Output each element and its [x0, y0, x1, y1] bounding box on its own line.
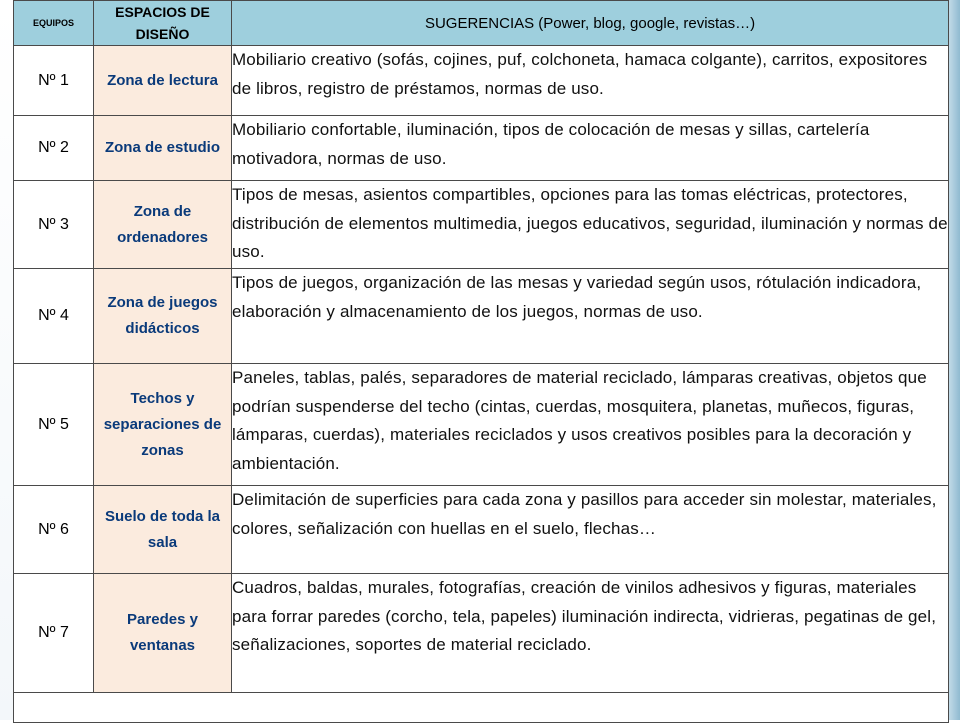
- design-space: Paredes y ventanas: [94, 574, 232, 693]
- empty-table-row: [14, 693, 949, 723]
- suggestions-text: Cuadros, baldas, murales, fotografías, creación de vinilos adhesivos y figuras, materiales para forrar paredes (corcho, tela, papeles) iluminación indirecta, vidrieras, pegatinas de gel, señalizaciones, soportes de material reciclado.: [232, 574, 949, 693]
- table-header-row: [14, 1, 949, 46]
- suggestions-text: Tipos de mesas, asientos compartibles, opciones para las tomas eléctricas, protectores, distribución de elementos multimedia, juegos educativos, seguridad, iluminación y normas de uso.: [232, 181, 949, 269]
- table-row: [14, 181, 949, 269]
- empty-cell: [14, 693, 949, 723]
- design-space: Zona de juegos didácticos: [94, 269, 232, 364]
- design-space: Suelo de toda la sala: [94, 486, 232, 574]
- suggestions-text: Delimitación de superficies para cada zona y pasillos para acceder sin molestar, materiales, colores, señalización con huellas en el suelo, flechas…: [232, 486, 949, 574]
- suggestions-text: Tipos de juegos, organización de las mesas y variedad según usos, rótulación indicadora, elaboración y almacenamiento de los juegos, normas de uso.: [232, 269, 949, 364]
- team-number: Nº 1: [14, 46, 94, 116]
- table-row: [14, 364, 949, 486]
- team-number: Nº 7: [14, 574, 94, 693]
- table-row: [14, 574, 949, 693]
- design-space: Techos y separaciones de zonas: [94, 364, 232, 486]
- design-space: Zona de ordenadores: [94, 181, 232, 269]
- suggestions-text: Mobiliario confortable, iluminación, tipos de colocación de mesas y sillas, cartelería motivadora, normas de uso.: [232, 116, 949, 181]
- header-sugerencias: SUGERENCIAS (Power, blog, google, revistas…): [232, 1, 949, 46]
- team-number: Nº 3: [14, 181, 94, 269]
- team-number: Nº 5: [14, 364, 94, 486]
- suggestions-text: Mobiliario creativo (sofás, cojines, puf, colchoneta, hamaca colgante), carritos, expositores de libros, registro de préstamos, normas de uso.: [232, 46, 949, 116]
- header-espacios: ESPACIOS DE DISEÑO: [94, 1, 232, 46]
- team-number: Nº 2: [14, 116, 94, 181]
- table-row: [14, 269, 949, 364]
- team-number: Nº 4: [14, 269, 94, 364]
- design-spaces-table: [13, 0, 949, 723]
- header-equipos: EQUIPOS: [14, 1, 94, 46]
- suggestions-text: Paneles, tablas, palés, separadores de material reciclado, lámparas creativas, objetos que podrían suspenderse del techo (cintas, cuerdas, mosquitera, planetas, muñecos, figuras, lámparas, cuerdas), materiales reciclados y usos creativos posibles para la decoración y ambientación.: [232, 364, 949, 486]
- table-row: [14, 116, 949, 181]
- table-row: [14, 486, 949, 574]
- design-space: Zona de estudio: [94, 116, 232, 181]
- team-number: Nº 6: [14, 486, 94, 574]
- design-space: Zona de lectura: [94, 46, 232, 116]
- table-row: [14, 46, 949, 116]
